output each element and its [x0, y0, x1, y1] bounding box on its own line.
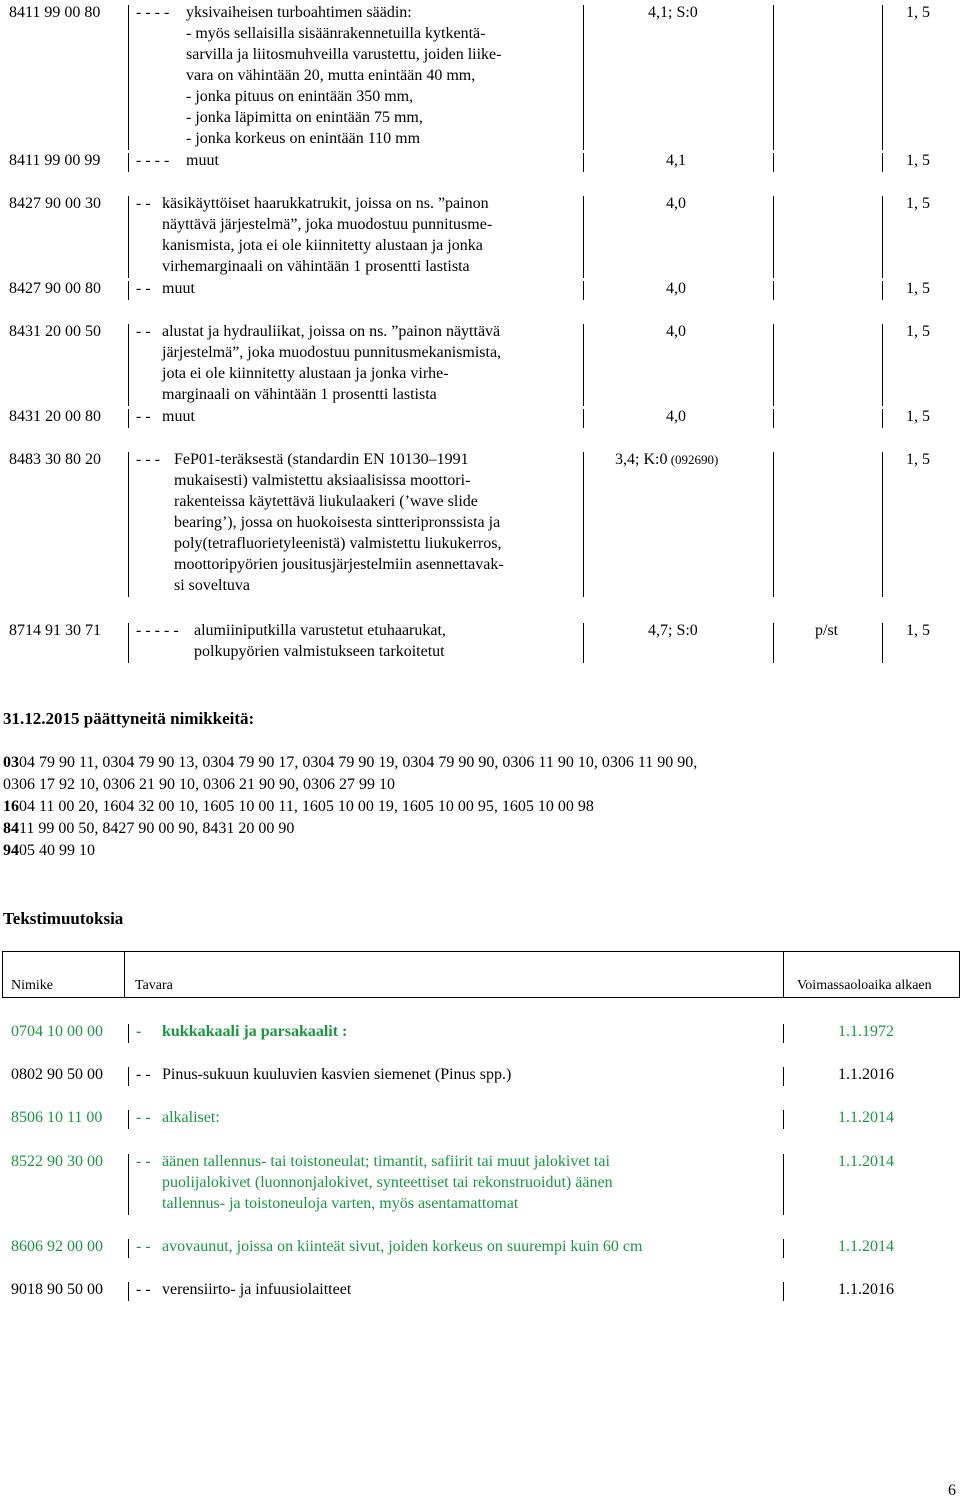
- column-rule: [882, 324, 883, 406]
- description-line: alustat ja hydrauliikat, joissa on ns. ”painon näyttävä: [162, 323, 501, 340]
- description-line: järjestelmä”, joka muodostuu punnitusmekanismista,: [162, 344, 502, 361]
- column-rule: [783, 1282, 784, 1301]
- description-text: verensiirto- ja infuusiolaitteet: [162, 1281, 352, 1298]
- column-rule: [128, 1282, 129, 1301]
- header-separator: [783, 952, 784, 997]
- description-line: virhemarginaali on vähintään 1 prosentti lastista: [162, 258, 470, 275]
- description-text: kukkakaali ja parsakaalit :: [162, 1023, 348, 1040]
- description-text: Pinus-sukuun kuuluvien kasvien siemenet (Pinus spp.): [162, 1066, 512, 1083]
- tariff-row: [0, 2, 960, 149]
- rate-note: (092690): [667, 452, 719, 467]
- tariff-row: [0, 406, 960, 427]
- tariff-description: [136, 620, 577, 662]
- level-dashes: - -: [136, 1238, 151, 1255]
- column-rule: [882, 409, 883, 428]
- column-rule: [128, 281, 129, 300]
- column-rule: [773, 281, 774, 300]
- column-rule: [583, 409, 584, 428]
- duty-rate: 4,0: [666, 408, 686, 425]
- duty-rate: 4,1; S:0: [648, 4, 698, 21]
- level-dashes: -: [136, 1023, 142, 1040]
- level-dashes: - -: [136, 1281, 151, 1298]
- description-line: - jonka läpimitta on enintään 75 mm,: [186, 109, 423, 126]
- column-rule: [583, 281, 584, 300]
- change-code: 0704 10 00 00: [11, 1023, 103, 1040]
- column-rule: [128, 1024, 129, 1043]
- footnote-ref: 1, 5: [906, 408, 930, 425]
- column-rule: [128, 1110, 129, 1129]
- column-rule: [783, 1239, 784, 1258]
- supplementary-unit: p/st: [815, 622, 839, 639]
- level-dashes: - - - - -: [136, 622, 179, 639]
- description-line: näyttävä järjestelmä”, joka muodostuu punnitusme-: [162, 216, 493, 233]
- description-line: vara on vähintään 20, mutta enintään 40 mm,: [186, 67, 476, 84]
- column-rule: [583, 623, 584, 663]
- tariff-code: 8431 20 00 80: [9, 408, 101, 425]
- tariff-description: [136, 406, 577, 427]
- duty-rate: 4,0: [666, 323, 686, 340]
- column-rule: [583, 196, 584, 278]
- tariff-code: 8483 30 80 20: [9, 451, 101, 468]
- tariff-row: [0, 449, 960, 596]
- column-rule: [882, 196, 883, 278]
- change-code: 8606 92 00 00: [11, 1238, 103, 1255]
- tariff-description: [136, 278, 577, 299]
- code-list-text: 11 99 00 50, 8427 90 00 90, 8431 20 00 90: [19, 820, 295, 837]
- change-description: [136, 1021, 778, 1042]
- text-changes-title: Tekstimuutoksia: [3, 909, 124, 928]
- column-rule: [882, 281, 883, 300]
- description-line: [136, 1172, 778, 1193]
- header-voimassa: Voimassaoloaika alkaen: [797, 978, 932, 993]
- column-rule: [583, 324, 584, 406]
- chapter-prefix: 94: [3, 842, 19, 859]
- change-description: [136, 1107, 778, 1128]
- header-tavara: Tavara: [135, 978, 173, 993]
- header-separator: [124, 952, 125, 997]
- duty-rate: 3,4; K:0 (092690): [615, 451, 719, 468]
- footnote-ref: 1, 5: [906, 622, 930, 639]
- tariff-row: [0, 321, 960, 405]
- description-line: bearing’), jossa on huokoisesta sintteripronssista ja: [174, 514, 501, 531]
- tariff-code: 8427 90 00 80: [9, 280, 101, 297]
- description-text: puolijalokivet (luonnonjalokivet, synteettiset tai rekonstruoidut) äänen: [162, 1174, 613, 1191]
- description-line: [136, 1107, 778, 1128]
- level-dashes: - -: [136, 1066, 151, 1083]
- column-rule: [783, 1154, 784, 1215]
- description-line: [136, 1064, 778, 1085]
- description-line: polkupyörien valmistukseen tarkoitetut: [194, 643, 445, 660]
- column-rule: [773, 153, 774, 172]
- valid-from-date: 1.1.2014: [838, 1109, 894, 1126]
- ended-code-line: [3, 752, 697, 773]
- tariff-description: [136, 2, 577, 149]
- change-description: [136, 1279, 778, 1300]
- description-line: kanismista, jota ei ole kiinnitetty alustaan ja jonka: [162, 237, 483, 254]
- duty-rate: 4,7; S:0: [648, 622, 698, 639]
- ended-section-title: 31.12.2015 päättyneitä nimikkeitä:: [3, 709, 255, 728]
- column-rule: [583, 5, 584, 150]
- footnote-ref: 1, 5: [906, 323, 930, 340]
- description-line: [136, 1021, 778, 1042]
- level-dashes: - - - -: [136, 152, 170, 169]
- duty-rate: 4,1: [666, 152, 686, 169]
- column-rule: [128, 623, 129, 663]
- description-line: marginaali on vähintään 1 prosentti lastista: [162, 386, 437, 403]
- level-dashes: - - -: [136, 451, 160, 468]
- level-dashes: - - - -: [136, 4, 170, 21]
- description-line: FeP01-teräksestä (standardin EN 10130–1991: [174, 451, 469, 468]
- column-rule: [773, 5, 774, 150]
- footnote-ref: 1, 5: [906, 451, 930, 468]
- change-code: 8522 90 30 00: [11, 1153, 103, 1170]
- column-rule: [128, 1067, 129, 1086]
- header-nimike: Nimike: [11, 978, 53, 993]
- description-line: - myös sellaisilla sisäänrakennetuilla kytkentä-: [186, 25, 486, 42]
- footnote-ref: 1, 5: [906, 152, 930, 169]
- column-rule: [128, 1154, 129, 1215]
- valid-from-date: 1.1.2016: [838, 1066, 894, 1083]
- column-rule: [128, 452, 129, 597]
- description-line: käsikäyttöiset haarukkatrukit, joissa on ns. ”painon: [162, 195, 489, 212]
- description-line: - jonka pituus on enintään 350 mm,: [186, 88, 414, 105]
- description-text: avovaunut, joissa on kiinteät sivut, joiden korkeus on suurempi kuin 60 cm: [162, 1238, 643, 1255]
- description-line: [136, 1236, 778, 1257]
- description-line: mukaisesti) valmistettu aksiaalisissa moottori-: [174, 472, 471, 489]
- description-line: muut: [186, 152, 219, 169]
- column-rule: [128, 196, 129, 278]
- chapter-prefix: 16: [3, 798, 19, 815]
- tariff-code: 8411 99 00 99: [9, 152, 101, 169]
- duty-rate: 4,0: [666, 280, 686, 297]
- code-list-text: 05 40 99 10: [19, 842, 95, 859]
- ended-code-line: [3, 840, 95, 861]
- description-text: tallennus- ja toistoneuloja varten, myös asentamattomat: [162, 1195, 519, 1212]
- ended-code-line: [3, 796, 594, 817]
- description-line: jota ei ole kiinnitetty alustaan ja jonka virhe-: [162, 365, 449, 382]
- tariff-row: [0, 193, 960, 277]
- code-list-text: 04 11 00 20, 1604 32 00 10, 1605 10 00 11, 1605 10 00 19, 1605 10 00 95, 1605 10 00 98: [19, 798, 594, 815]
- level-dashes: - -: [136, 323, 151, 340]
- ended-code-line: [3, 774, 395, 795]
- change-code: 8506 10 11 00: [11, 1109, 103, 1126]
- column-rule: [783, 1067, 784, 1086]
- description-text: äänen tallennus- tai toistoneulat; timantit, safiirit tai muut jalokivet tai: [162, 1153, 610, 1170]
- chapter-prefix: 84: [3, 820, 19, 837]
- description-line: yksivaiheisen turboahtimen säädin:: [186, 4, 412, 21]
- column-rule: [773, 623, 774, 663]
- column-rule: [783, 1110, 784, 1129]
- column-rule: [882, 5, 883, 150]
- code-list-text: 04 79 90 11, 0304 79 90 13, 0304 79 90 17, 0304 79 90 19, 0304 79 90 90, 0306 11 90 10, 0306 11 90 90,: [19, 754, 698, 771]
- column-rule: [882, 452, 883, 597]
- tariff-code: 8431 20 00 50: [9, 323, 101, 340]
- change-description: [136, 1151, 778, 1214]
- tariff-row: [0, 150, 960, 171]
- column-rule: [882, 623, 883, 663]
- valid-from-date: 1.1.2014: [838, 1153, 894, 1170]
- valid-from-date: 1.1.2016: [838, 1281, 894, 1298]
- footnote-ref: 1, 5: [906, 4, 930, 21]
- tariff-description: [136, 193, 577, 277]
- tariff-row: [0, 278, 960, 299]
- change-description: [136, 1064, 778, 1085]
- description-line: [136, 1151, 778, 1172]
- column-rule: [773, 324, 774, 406]
- column-rule: [128, 153, 129, 172]
- column-rule: [128, 5, 129, 150]
- column-rule: [128, 324, 129, 406]
- description-line: sarvilla ja liitosmuhveilla varustettu, joiden liike-: [186, 46, 502, 63]
- change-code: 9018 90 50 00: [11, 1281, 103, 1298]
- tariff-description: [136, 321, 577, 405]
- description-line: alumiiniputkilla varustetut etuhaarukat,: [194, 622, 446, 639]
- change-description: [136, 1236, 778, 1257]
- column-rule: [583, 452, 584, 597]
- footnote-ref: 1, 5: [906, 195, 930, 212]
- description-line: rakenteissa käytettävä liukulaakeri (’wave slide: [174, 493, 478, 510]
- column-rule: [583, 153, 584, 172]
- duty-rate: 4,0: [666, 195, 686, 212]
- tariff-code: 8714 91 30 71: [9, 622, 101, 639]
- code-list-text: 0306 17 92 10, 0306 21 90 10, 0306 21 90 90, 0306 27 99 10: [3, 776, 395, 793]
- level-dashes: - -: [136, 195, 151, 212]
- column-rule: [773, 452, 774, 597]
- column-rule: [773, 409, 774, 428]
- level-dashes: - -: [136, 408, 151, 425]
- valid-from-date: 1.1.2014: [838, 1238, 894, 1255]
- footnote-ref: 1, 5: [906, 280, 930, 297]
- description-line: muut: [162, 408, 195, 425]
- column-rule: [773, 196, 774, 278]
- page-number: 6: [948, 1482, 956, 1499]
- ended-code-line: [3, 818, 294, 839]
- level-dashes: - -: [136, 1109, 151, 1126]
- column-rule: [128, 409, 129, 428]
- level-dashes: - -: [136, 1153, 151, 1170]
- level-dashes: - -: [136, 280, 151, 297]
- tariff-description: [136, 150, 577, 171]
- description-line: - jonka korkeus on enintään 110 mm: [186, 130, 421, 147]
- column-rule: [128, 1239, 129, 1258]
- chapter-prefix: 03: [3, 754, 19, 771]
- description-text: alkaliset:: [162, 1109, 220, 1126]
- column-rule: [783, 1024, 784, 1043]
- column-rule: [882, 153, 883, 172]
- tariff-row: [0, 620, 960, 662]
- valid-from-date: 1.1.1972: [838, 1023, 894, 1040]
- description-line: poly(tetrafluorietyleenistä) valmistettu liukukerros,: [174, 535, 502, 552]
- change-code: 0802 90 50 00: [11, 1066, 103, 1083]
- tariff-description: [136, 449, 577, 596]
- description-line: si soveltuva: [174, 577, 250, 594]
- description-line: muut: [162, 280, 195, 297]
- tariff-code: 8411 99 00 80: [9, 4, 101, 21]
- description-line: [136, 1193, 778, 1214]
- description-line: moottoripyörien jousitusjärjestelmiin asennettavak-: [174, 556, 504, 573]
- description-line: [136, 1279, 778, 1300]
- tariff-code: 8427 90 00 30: [9, 195, 101, 212]
